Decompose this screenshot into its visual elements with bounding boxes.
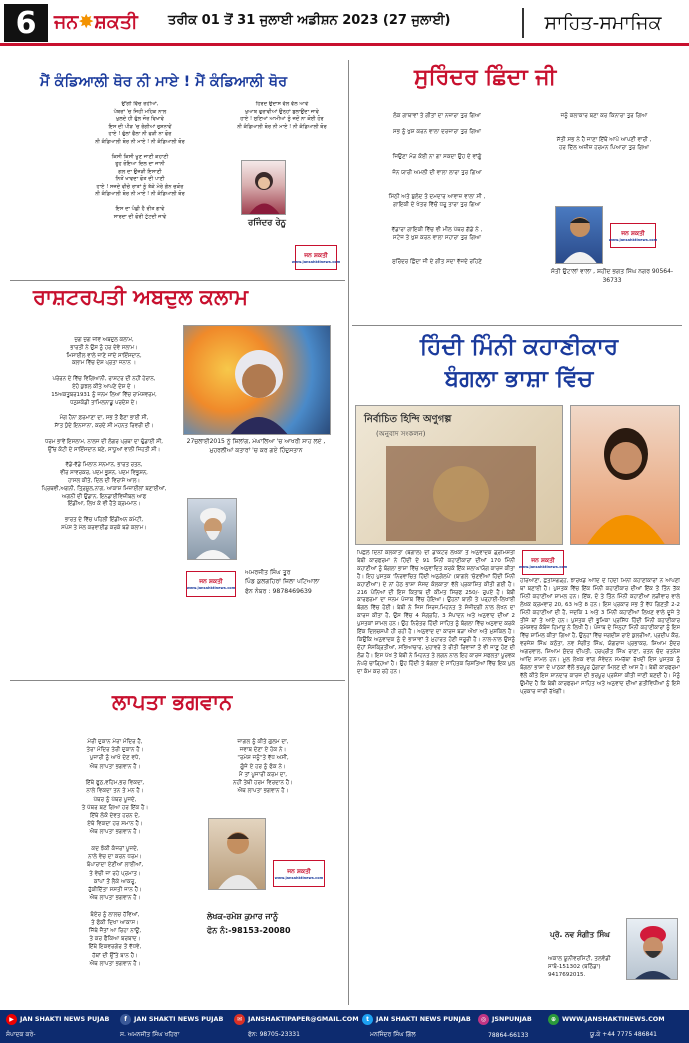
author-photo-satti	[555, 206, 603, 264]
verse-line: ਹੁੱਕੀਦਿੱਤਾ ਸਸਤੀ ਜਾਨ ਹੈ।	[88, 886, 142, 893]
verse-line: ਏਥੇ ਵਿਕਦਾ ਹਰ ਸਮਾਨ ਹੈ।	[87, 821, 143, 828]
verse-line	[352, 120, 522, 128]
verse-line: ਪੱਥਰ ਨੂੰ ਪੱਥਰ ਪੂਜਦੇ,	[93, 796, 137, 803]
footer-twitter-label: JAN SHAKTI NEWS PUNJAB	[376, 1015, 471, 1023]
woman-portrait-icon	[571, 406, 680, 545]
lapta-phone: ਫੋਨ ਨੰ:-98153-20080	[207, 926, 291, 935]
verse-line: ਸਾਰਦਾ ਦੀ ਫੋਰੀ ਟੁੱਟਦੀ ਜਾਵੇ	[113, 213, 167, 220]
verse-line: ਬੋਪਾਰਾਦਾ ਏਣੀਆਂ ਲਾਈਆਂ,	[86, 862, 144, 869]
mini-logo-url: www.jansahktinews.com	[608, 237, 658, 242]
kalam-author-name: ਅਮਰਜੀਤ ਸਿੰਘ ਤੂਰ	[245, 569, 291, 576]
newspaper-logo	[54, 8, 150, 36]
man-portrait-icon	[556, 207, 603, 264]
verse-line	[352, 136, 522, 144]
mail-icon: ✉	[234, 1014, 245, 1025]
verse-line	[30, 509, 178, 517]
verse-line: "ਰਮੇਸ਼ ਜਨੂੰ"ਤੇ ਵੱਧ ਅਸੀਂ,	[237, 755, 289, 762]
mini-logo-name: ਜਨ ਸ਼ਕਤੀ	[287, 867, 311, 875]
page-number: 6	[4, 4, 48, 42]
verse-line: ਭਾਰਤ ਦੇ ਵਿੱਚ ਪਹਿਲੀ ਇੰਡੀਅਨ ਕਮੇਟੀ,	[64, 517, 144, 524]
verse-line	[40, 771, 190, 779]
verse-line: ਨਾਲੇ ਵੇਚ ਦਾ ਕਰਨ ਧਰਮ।	[88, 854, 142, 861]
verse-line	[352, 161, 522, 169]
verse-line: ਜੁਗ ਜੁਗ ਜੀਵੇ ਅਬਦੁਲ ਕਲਾਮ,	[74, 337, 134, 343]
verse-line: ਇੱਥੇ ਲੋਕੋ ਦੇਵਤ ਹਰਨ ਦੇ,	[90, 812, 140, 819]
logo-dot-icon: ✸	[78, 11, 95, 33]
verse-line: ਨਿਤੋਂ ਖਾਵਦਾ ਫੋਤ ਦੀ ਪਾਣੀ	[115, 176, 165, 183]
verse-line: ਮਿਸਾਈਲ ਵਾਲੇ ਜਾਣੇ ਜਾਂਦੇ ਸਾਇੰਸਦਾਨ,	[66, 352, 142, 359]
verse-line: ਨੀ ਕੰਡਿਆਲੀ ਥੋਰ ਨੀ ਮਾਏ ! ਨੀ ਕੰਡਿਆਲੀ ਥੋਰ	[95, 138, 185, 145]
verse-line: ਇਸ ਦੀ ਪੀੜ 'ਚ ਰੰਗੀਆਂ ਰੁਸ਼ਨਾਵੇਂ	[108, 123, 172, 130]
verse-line: ਐਥ ਲਾਪਤਾ ਭਗਵਾਨ ਹੈ।	[89, 829, 141, 836]
verse-line: ਤੇ ਪੱਥਰ ਬਣ ਗਿਆ ਹਰ ਇੱਕ ਹੈ।	[81, 804, 149, 811]
verse-line: ਵੱਡੇ-ਵੱਡੇ ਮਿਲਾਨ ਸਨਮਾਨ, ਭਾਰਤ ਰਤਨ,	[65, 462, 143, 469]
kalam-title: ਰਾਸ਼ਟਰਪਤੀ ਅਬਦੁਲ ਕਲਾਮ	[33, 285, 249, 309]
footer-instagram-label: JSNPUNJAB	[492, 1015, 532, 1023]
verse-line: ਹਾਏ ! ਸੁਣਿਆਂ ਆਮੀਆਂ ਨੂੰ ਜਦੋਂ ਨਾ ਕੋਈ ਹੋਰ	[240, 116, 324, 123]
verse-line	[352, 177, 522, 185]
kalam-portrait-icon	[184, 326, 331, 435]
globe-icon: ⊕	[548, 1014, 559, 1025]
footer-facebook[interactable]	[120, 1012, 223, 1026]
footer-website[interactable]	[548, 1012, 665, 1026]
verse-line: ਤੇ ਫੋਕੀ ਦਿਖਾ ਆਕਾਸ।	[91, 919, 139, 926]
verse-line: ਹਰ ਦਿੱਲ ਅਜ਼ੀਜ਼ ਹਰਮਨ ਪਿਆਰਾ ਤੁਰ ਗਿਆ	[558, 145, 650, 152]
author-photo-amarjit	[187, 498, 237, 560]
chhinda-title: ਸੁਰਿੰਦਰ ਛਿੰਦਾ ਜੀ	[414, 65, 557, 90]
verse-line: ਨੀ ਕੰਡਿਆਲੀ ਥੋਰ ਨੀ ਮਾਏ ! ਨੀ ਕੰਡਿਆਲੀ ਥੋਰ	[237, 123, 327, 130]
verse-line: ਮੈਂ ਤਾਂ ਪੂਜਾਰੀ ਕਰਮ ਦਾ,	[238, 771, 287, 778]
author-photo-nav	[626, 918, 678, 980]
book-title: নির্বাচিত হিন্দি অণুগল্প	[364, 414, 452, 425]
verse-line: ਕਿਸੀ ਕਿਸੀ ਖੂਣ ਜਾਣੀ ਕਹਾਣੀ	[111, 153, 169, 160]
poem1-title: ਮੈਂ ਕੰਡਿਆਲੀ ਥੋਰ ਨੀ ਮਾਏ ! ਮੈਂ ਕੰਡਿਆਲੀ ਥੋਰ	[40, 74, 288, 90]
kalam-author-block	[245, 568, 333, 608]
portrait-icon	[242, 161, 286, 215]
chhinda-column-2	[524, 112, 684, 182]
verse-line: ਜਵਾਬ ਦੇਣਾ ਏ ਹੋਕ ਨੇ।	[239, 747, 287, 754]
mini-logo-name: ਜਨ ਸ਼ਕਤੀ	[531, 556, 555, 564]
verse-line	[524, 120, 684, 128]
verse-line	[60, 146, 220, 154]
verse-line: ਕਲਾਮ ਵਿੱਚ ਦੇਸ਼ ਪ੍ਰਤਾ ਜਨਾਨ ।	[71, 360, 137, 367]
mini-logo-name: ਜਨ ਸ਼ਕਤੀ	[304, 251, 328, 259]
mini-logo-3	[273, 860, 325, 887]
mini-logo-url: www.jansahktinews.com	[274, 875, 324, 880]
verse-line: ਸੱਤੀ ਸਭ ਨੇ ਹੈ ਜਾਣਾ ਇੱਥੋਂ ਆਪੋ ਆਪਣੀ ਵਾਰੀ ,	[556, 137, 652, 144]
verse-line: ਮਿੱਠੀ ਅਤੇ ਬੁਲੰਦ ਤੋ ਦਮਦਾਰ ਆਵਾਜ਼ ਵਾਲਾ ਸੀ ,	[388, 194, 486, 201]
author-photo-ramesh	[208, 818, 266, 890]
section-divider	[352, 325, 682, 326]
kalam-author-address: ਪਿੰਡ ਕੁਲਗਹਿਰਾਂ ਜ਼ਿਲਾ ਪਟਿਆਲਾ	[245, 578, 320, 586]
verse-line: ਸਾੱਤ ਧੁੰਦੇ ਇਨਸਾਨਾ, ਕਰਦੇ ਸੀ ਮਹਨਤ ਰਿਵਰੀ ਦੀ।	[54, 423, 154, 430]
poem1-column-1	[60, 101, 220, 271]
mini-logo-name: ਜਨ ਸ਼ਕਤੀ	[621, 229, 645, 237]
verse-line: ਲੋਕ ਗਾਥਾਵਾਂ ਤੇ ਗੀਤਾਂ ਦਾ ਨਜ਼ਾਰਾ ਤੁਰ ਗਿਆ	[392, 113, 482, 119]
verse-line: ਇਸ ਦਾ ਪੰਛੀ ਹੈ ਰੀਤ ਗਾਵੇ	[115, 206, 165, 213]
verse-line: ਪੁਜਾਰੀ ਨੂੰ ਆਖੋ ਦੇਣ ਵਧੇ,	[89, 755, 141, 762]
kalam-portrait	[183, 325, 331, 435]
verse-line	[30, 368, 178, 376]
footer-youtube[interactable]	[6, 1012, 109, 1026]
verse-line: ਤੇ ਵੇਚੀ ਜਾ ਰਹੇ ਪ੍ਰਮਾਤ।	[89, 870, 141, 877]
section-divider	[10, 280, 345, 281]
kalam-poem-text	[30, 337, 178, 685]
turban-portrait-icon	[188, 499, 237, 560]
chhinda-column-1	[352, 112, 522, 322]
book-subtitle: (অনুবাদ সংকলন)	[376, 430, 426, 438]
footer-email[interactable]	[234, 1012, 359, 1026]
verse-line: ਜਨੂੰ ਕਲਾਕਾਰ ਬਣਾ ਕਰ ਕਿਨਾਰਾ ਤੁਰ ਗਿਆ	[560, 113, 648, 119]
author-photo-baby	[570, 405, 680, 545]
instagram-icon: ◎	[478, 1014, 489, 1025]
lapta-column-1	[40, 738, 190, 1000]
verse-line: ਐਥ ਲਾਪਤਾ ਭਗਵਾਨ ਹੈ।	[89, 960, 141, 967]
footer-email-label: JANSHAKTIPAPER@GMAIL.COM	[248, 1015, 359, 1023]
book-art-icon	[356, 406, 563, 545]
mini-logo-1	[291, 245, 341, 270]
facebook-icon: f	[120, 1014, 131, 1025]
verse-line: ਨਾਲੇ ਵਿਕਦਾ ਤਨ ਤੇ ਮਨ ਹੈ।	[86, 788, 144, 795]
verse-line	[352, 242, 522, 250]
column-divider	[348, 60, 349, 1005]
verse-line: ਸੁਰਿੰਦਰ ਛਿੰਦਾ ਜੀ ਦੇ ਗੀਤ ਸਦਾ ਵੱਜਦੇ ਰਹਿਣੇ	[392, 258, 482, 265]
logo-word-1: ਜਨ	[54, 11, 79, 33]
footer-editor: ਸੰਪਾਦਕ ਕਰੇ-	[6, 1031, 36, 1038]
edition-date: ਤਰੀਕ 01 ਤੋਂ 31 ਜੁਲਾਈ ਅਡੀਸ਼ਨ 2023 (27 ਜੁਲਾਈ)	[168, 13, 451, 28]
verse-line: 15ਅਕਤੂਬਰ1931 ਨੂੰ ਜਨਮ ਲਿਆ ਵਿੱਚ ਰਾਮੇਸ਼ਵਰਮ,	[51, 391, 157, 398]
verse-line: ਸਪੇਸ ਤੇ ਮੱਲ ਕਰਵਾਈਡ ਕਰਕੇ ਬੜੇ ਕਲਾਮ।	[61, 524, 147, 531]
verse-line	[352, 209, 522, 217]
verse-line: ਭਾਰਤੀ ਨੇ ਉਸ ਨੂੰ ਹਰ ਦੇਵੇ ਸਲਾਮ।	[70, 344, 138, 351]
mini-logo-2	[186, 571, 236, 597]
verse-line	[30, 431, 178, 439]
logo-word-2: ਸ਼ਕਤੀ	[94, 11, 138, 33]
article-title-line-2: ਬੰਗਲਾ ਭਾਸ਼ਾ ਵਿੱਚ	[444, 366, 594, 392]
verse-line: ਐਥ ਲਾਪਤਾ ਭਗਵਾਨ ਹੈ।	[89, 763, 141, 770]
verse-line: ਨੀ ਕੰਡਿਆਲੀ ਥੋਰ ਨੀ ਮਾਏ ! ਨੀ ਕੰਡਿਆਲੀ ਥੋਰ	[95, 191, 185, 198]
verse-line: ਉੱਗੀ ਵਿੱਚ ਰੋਹੀਆਂ,	[121, 101, 159, 107]
verse-line	[352, 250, 522, 258]
kalam-caption: 27ਜੁਲਾਈ2015 ਨੂੰ ਸ਼ਿਲਾਂਗ, ਮੇਘਾਲਿਆ 'ਚ ਆਖਰੀ ਸਾਹ ਲਏ , ਮੁਹਰਲੀਆਂ ਕਤਾਰਾਂ 'ਚ ਕਰ ਗਏ ਹਿੰਦੁਸਤਾਨ	[186, 438, 326, 454]
mini-logo-url: www.jansahktinews.com	[186, 586, 236, 590]
youtube-icon: ▶	[6, 1014, 17, 1025]
verse-line	[352, 217, 522, 225]
author-photo-rajinder	[241, 160, 286, 215]
lapta-column-2	[198, 738, 328, 808]
man-portrait-icon	[209, 819, 266, 890]
book-cover-image	[355, 405, 563, 545]
verse-line: ਹਿਰਦ ਉਦਾਸ ਵੱਲ ਵੱਲ ਆਵੇ	[255, 101, 309, 107]
verse-line: ਜਾਗਲ ਨੂੰ ਕੀਤੇ ਗੁਲਮ ਦਾ,	[237, 739, 289, 745]
verse-line: ਸਟੇਜ ਤੇ ਖੁਸ਼ ਕਰਨ ਵਾਲਾ ਸਹਾਰਾ ਤੁਰ ਗਿਆ	[392, 234, 482, 241]
article-author-address: ਅਕਾਲ ਯੂਨੀਵਰਸਿਟੀ, ਤਲਵੰਡੀ ਸਾਬੋ-151302 (ਬਠਿੰਡਾ) 9417692015.	[548, 956, 611, 979]
mini-logo-4	[610, 223, 656, 248]
mini-logo-name: ਜਨ ਸ਼ਕਤੀ	[199, 578, 223, 585]
verse-line	[352, 144, 522, 152]
section-title: ਸਾਹਿਤ-ਸਮਾਜਿਕ	[522, 8, 682, 38]
poem1-author: ਰਜਿੰਦਰ ਰੇਨੂ	[248, 218, 286, 228]
verse-line: ਪੱਥਰਾਂ 'ਚ ਜਿਹੀ ਮਹਿਕ ਨਾਲ	[113, 108, 167, 115]
verse-line: ਜੰਨ ਯਾਰੀ ਅਮਲੀ ਦੀ ਵਾਲਾ ਲਾਰਾ ਤੁਰ ਗਿਆ	[392, 169, 482, 176]
verse-line: ਕਦ ਝੋਕੀ ਕੰਜਰਾਂ ਪੂਜਦੇ,	[91, 845, 139, 852]
section-divider	[10, 680, 345, 681]
turban-portrait-icon	[627, 919, 678, 980]
footer-editor-name: ਸ. ਅਮਨਜੀਤ ਸਿੰਘ ਖਹਿਰਾ	[120, 1031, 180, 1038]
verse-line: ਇੰਡੀਆ, ਲਿਖ ਕੇ ਵੀ ਹੈਤੇ ਕ੍ਰਮਮਾਨ।	[67, 501, 141, 508]
verse-line: ਵੱਡਾਰਾ ਗਾਇਕੀ ਵਿੱਚ ਵੀ ਮੀਲ ਪੱਥਰ ਗੱਡੇ ਨੇ ,	[391, 226, 483, 233]
footer-manager: ਮਨਜਿੰਦਰ ਸਿੰਘ ਗਿੱਲ	[370, 1031, 416, 1038]
verse-line: ਸਭ ਨੂੰ ਖੁਸ਼ ਕਰਨ ਵਾਲਾ ਦਰਜਾਰਾ ਤੁਰ ਗਿਆ	[392, 129, 482, 136]
footer-youtube-label: JAN SHAKTI NEWS PUJAB	[20, 1015, 110, 1023]
mini-logo-url: www.jansahktinews.com	[291, 259, 341, 264]
mini-logo-url: www.jansahktinews.com	[518, 564, 568, 569]
verse-line: ਤੂਹ ਰੋਇਆ ਦਿਲ ਦਾ ਜਾਨੀ	[115, 161, 165, 168]
verse-line: ਇੱਥੇ ਇਕਵਰਗੇਰ ਤੋਂ ਵੱਧਵੇ,	[88, 944, 142, 951]
lapta-author: ਲੇਖਕ-ਰਮੇਸ਼ ਕੁਮਾਰ ਜਾਨੂੰ	[207, 912, 279, 921]
verse-line	[524, 128, 684, 136]
poem1-column-2	[222, 101, 342, 141]
verse-line: ਹਾਏ ! ਫੁੱਲਾਂ ਫੈਲਾ ਨੀ ਫੜੀ ਨਾ ਫੋਰ	[108, 131, 172, 138]
verse-line	[40, 837, 190, 845]
verse-line: ਜਿਉਣਾ ਮੋੜ ਕੋਈ ਨਾ ਗਾ ਸਕਦਾ ਉਹ ਦੇ ਵਾਂਗੂੰ	[392, 153, 482, 160]
verse-line: ਪ੍ਰਿਥਵੀ,ਅਗਨੀ, ਤ੍ਰਿਸ਼ੂਲ,ਨਾਗ, ਆਕਾਸ਼ ਮਿਜ਼ਾਈਲਾਂ ਬਣਾਈਆਂ,	[41, 485, 167, 492]
article-column-1: ਪਿਛਲੇ ਦਿਨੀਂ ਕੋਲਕਾਤਾ (ਬੰਗਾਲ) ਦੀ ਡਾਕਟਰ ਲੇਖਕਾ ਤੇ ਅਨੁਵਾਦਕ ਡ੍ਰਮਿਸ਼ਤੀ ਬੇਬੀ ਕਾਰਫਰਮਾ ਨੇ ਹਿੰਦੀ ਦੇ 91 ਮਿੰਨੀ ਕਹਾਣੀਕਾਰਾਂ ਦੀਆਂ 170 ਮਿੰਨੀ ਕਹਾਣੀਆਂ ਨੂੰ ਬੰਗਲਾ ਭਾਸ਼ਾ ਵਿੱਚ ਅਨੁਵਾਦਿਤ ਕਰਕੇ ਇੱਕ ਸ਼ਲਾਘਾਯੋਗ ਕਾਰਜ ਕੀਤਾ ਹੈ। ਇਹ ਪੁਸਤਕ 'ਨਿਰਵਾਚਿਤ ਹਿੰਦੀ ਅਨੁਗੋਲਪੋ' (ਬਾਗਲੇ 'ਚੋਣਵੀਆਂ ਹਿੰਦੀ ਮਿੰਨੀ ਕਹਾਣੀਆਂ') ਦੇ ਨਾਂ ਹੇਠ ਭਾਸ਼ਾ ਸੰਸਦ ਕੋਲਕਾਤਾ ਵੱਲੋਂ ਪ੍ਰਕਾਸ਼ਿਤ ਕੀਤੀ ਗਈ ਹੈ। 216 ਪੰਨਿਆਂ ਦੀ ਇਸ ਕਿਤਾਬ ਦੀ ਕੀਮਤ ਸਿਰਫ 250/- ਰੁਪਏ ਹੈ। ਬੇਬੀ ਕਾਰਫਰਮਾ ਦਾ ਜਨਮ ਪੰਜਾਬ ਵਿੱਚ ਹੋਇਆ। ਉਹਨਾਂ ਬਾਲੀ ਤੇ ਪਰ੍ਹਾਈ-ਲਿਖਾਈ ਬੰਗਲ ਵਿੱਚ ਹੋਈ। ਬੇਬੀ ਨੇ ਜਿਸ ਸਿਰਜ,ਮਿਹਨਤ ਤੇ ਸੰਜੀਦਗੀ ਨਾਲ ਲੇਖਨ ਦਾ ਕਾਰਜ ਕੀਤਾ ਹੈ, ਉਸ ਵਿੱਚ 4 ਸੰਗ੍ਰਹਿ, 3 ਸੰਪਾਦਨ ਅਤੇ ਅਨੁਵਾਦ ਦੀਆਂ 2 ਪੁਸਤਕਾਂ ਸ਼ਾਮਲ ਹਨ। ਉਹ ਨਿਰੰਤਰ ਹਿੰਦੀ ਸਾਹਿਤ ਨੂੰ ਬੰਗਲਾ ਵਿੱਚ ਅਨੁਵਾਦ ਕਰਕੇ ਇੱਕ ਦਿਲਚਸਪੀ ਹੀ ਰਹੀ ਹੈ। ਅਨੁਵਾਦ ਦਾ ਕਾਰਜ ਬੜਾ ਔਖਾ ਅਤੇ ਮੁਸ਼ਕਿਲ ਹੈ। ਕਿਉਂਕਿ ਅਨੁਵਾਦਕ ਨੂੰ ਦੋ ਭਾਸ਼ਾਵਾਂ ਤੇ ਮੁਹਾਰਤ ਹੋਣੀ ਜਰੂਰੀ ਹੈ। ਨਾਲ-ਨਾਲ ਉਸਨੂੰ ਦੋਹਾਂ ਸੰਸਕ੍ਰਿਤੀਆਂ, ਸਭਿਆਚਾਰ, ਮੁਹਾਵਰੇ ਤੇ ਰੀਤੀ ਰਿਵਾਜਾਂ ਤੋਂ ਵੀ ਜਾਣੂ ਹੋਣ ਦੀ ਲੋੜ ਹੈ। ਇਸ ਪੱਖ ਤੋਂ ਬੇਬੀ ਨੇ ਮਿਹਨਤ ਤੇ ਲਗਨ ਨਾਲ ਇਹ ਕਾਰਜ ਸਫਲਤਾ ਪੂਰਵਕ ਨੇਪਰੇ ਚਾੜ੍ਹਿਆ ਹੈ। ਉਹ ਹਿੰਦੀ ਤੇ ਬੰਗਲਾ ਦੇ ਸਾਹਿਤਕ ਰਿਸ਼ਤਿਆਂ ਵਿੱਚ ਇਕ ਪੁਲ ਦਾ ਕੰਮ ਕਰ ਰਹੇ ਹਨ।	[357, 550, 515, 675]
verse-line: ਨਹੀਂ ਤੇਥੀ ਹਰਮ ਵਿਰਦਾਨ ਹੈ।	[233, 780, 293, 787]
verse-line: ਖੁਆਬ ਫੁਰਾਵੀਆਂ ਉਨ੍ਹਾਂ ਬੁਲਾਉਂਦਾ ਜਾਵੇ	[245, 108, 319, 115]
article-author-name: ਪ੍ਰੋ. ਨਵ ਸੰਗੀਤ ਸਿੰਘ	[550, 930, 610, 939]
footer-website-label: WWW.JANSHAKTINEWS.COM	[562, 1015, 665, 1023]
verse-line	[40, 902, 190, 910]
verse-line: ਉੱਚ ਕੋਟੀ ਦੇ ਸਾਇੰਸਦਾਨ ਬਣੇ, ਸਾਧੂਆਂ ਵਾਲੀ ਜਿਹਤੀ ਸੀ।	[47, 446, 161, 453]
verse-line: ਮੰਗ ਹੈਨਾ ਫ਼ਰਮਾਣਾ ਦਾ, ਸਭ ਤੋਂ ਫੈਣਾ ਭਾਈ ਸੀ,	[59, 415, 149, 422]
footer-facebook-label: JAN SHAKTI NEWS PUJAB	[134, 1015, 224, 1023]
verse-line	[352, 185, 522, 193]
verse-line: ਖੁਲਦੇ ਹੀ ਫੁੱਲ ਜੋਰ ਵਿਖਾਵੇ	[115, 116, 164, 123]
verse-line: ਏਹੋ ਕੁਝਲ ਕੀਤੇ ਆਪਣੇ ਦੇਸ਼ ਦੇ ।	[72, 383, 136, 390]
chhinda-author: ਸੱਤੀ ਉਟਾਲਾਂ ਵਾਲਾ , ਸ਼ਹੀਦ ਭਗਤ ਸਿੰਘ ਨਗਰ 90564-36733	[550, 268, 674, 284]
footer-twitter[interactable]	[362, 1012, 471, 1026]
verse-line: ਜਿੱਥੇ ਜੈਤਾਂ ਆ ਰਿਹਾ ਨਾਊਂ,	[88, 928, 142, 935]
verse-line: ਗਾਇਕੀ ਦੇ ਖੇਤਰ ਵਿੱਚੋਂ ਧਰੂ ਤਾਰਾ ਤੁਰ ਗਿਆ	[393, 202, 481, 209]
verse-line: ਵੀਰ ਸਾਵਰਕਰ, ਪਦਮ ਭੂਸ਼ਨ, ਪਦਮ ਵਿਭੂਸ਼ਨ,	[60, 470, 148, 477]
verse-line: ਹੱਥਾਂ ਦੀ ਉੱਤੇ ਬਾਨ ਹੈ।	[92, 952, 138, 959]
footer-phone-2: 78864-66133	[488, 1031, 529, 1039]
verse-line: ਐਥ ਲਾਪਤਾ ਭਗਵਾਨ ਹੈ।	[89, 895, 141, 902]
verse-line: ਪਰੇਰਨ ਦੇ ਵਿੱਚ ਵਿਗਿਆਨੀ, ਰਾਸ਼ਟਰ ਦੀ ਨਹੀਂ ਹੇਰਾਨ,	[52, 376, 156, 383]
footer-phone-1: ਫੋਨ: 98705-23331	[248, 1031, 300, 1038]
footer-uk-phone: ਯੂ.ਕੇ +44 7775 486841	[590, 1031, 657, 1038]
twitter-icon: t	[362, 1014, 373, 1025]
page-header	[0, 0, 689, 46]
verse-line: ਧਨੁਸ਼ਕੋਡੀ ਤਾਮਿਲਨਾਡੂ ਪਰਦੇਸ਼ ਦੇ।	[70, 399, 138, 406]
verse-line: ਮੇਰੀ ਦੁਕਾਨ ਮੇਰਾ ਮੰਦਿਰ ਹੈ,	[87, 739, 143, 745]
verse-line: ਬੋਏਰ ਨੂੰ ਲਾਲਚ ਹੱਵਿਆਂ,	[90, 911, 140, 918]
article-title-line-1: ਹਿੰਦੀ ਮਿੰਨੀ ਕਹਾਣੀਕਾਰ	[419, 334, 619, 360]
article-column-2: ਹਰਿਆਣਾ, ਛਤੀਸਗੜ੍ਹ, ਝਾਰਖੰਡ ਆਦਿ ਦੇ ਹਿੰਦੀ ਮਿੰਨੀ ਕਹਾਣੀਕਾਰਾਂ ਨੇ ਆਪਣੀ ਥਾਂ ਬਣਾਈ ਹੈ। ਪੁਸਤਕ ਵਿੱਚ ਇੱਕ ਮਿੰਨੀ ਕਹਾਣੀਕਾਰ ਦੀਆਂ ਇੱਕ ਤੋਂ ਤਿੰਨ ਤੱਕ ਮਿੰਨੀ ਕਹਾਣੀਆਂ ਸ਼ਾਮਲ ਹਨ। ਇੱਕ, ਦੋ ਤੇ ਤਿੰਨ ਮਿੰਨੀ ਕਹਾਣੀਆਂ ਲੜੀਵਾਰ ਵਾਲੇ ਲੇਖਕ ਕ੍ਰਮਵਾਰ 20, 63 ਅਤੇ 8 ਹਨ। ਇਸ ਪ੍ਰਕਾਰ ਸਭ ਤੋਂ ਵੱਧ ਗਿਣਤੀ 2-2 ਮਿੰਨੀ ਕਹਾਣੀਆਂ ਦੀ ਹੈ, ਜਦਕਿ 1 ਅਤੇ 3 ਮਿੰਨੀ ਕਹਾਣੀਆਂ ਲਿਖਣ ਵਾਲੇ ਦੂਜੇ ਤੇ ਤੀਜੇ ਥਾਂ ਤੇ ਆਏ ਹਨ। ਪੁਸਤਕ ਦੀ ਭੂਮਿਕਾ ਪ੍ਰਸਿੱਧ ਹਿੰਦੀ ਮਿੰਨੀ ਕਹਾਣੀਕਾਰ ਰਮੇਸ਼ਵਰ ਕੰਬੋਜ ਹਿਮਾਂਸ਼ੂ ਨੇ ਲਿਖੀ ਹੈ। ਪੰਜਾਬ ਦੇ ਜਿਨ੍ਹਾਂ ਮਿੰਨੀ ਕਹਾਣੀਕਾਰਾਂ ਨੂੰ ਇਸ ਵਿੱਚ ਸ਼ਾਮਿਲ ਕੀਤਾ ਗਿਆ ਹੈ, ਉਨ੍ਹਾਂ ਵਿੱਚ ਜਗਦੀਸ਼ ਰਾਏ ਕੁਲਰੀਆਂ, ਪ੍ਰਦੀਪ ਕੌਰ, ਵਰਜੇਸ਼ ਸਿੰਘ ਕਠੋਤਾ, ਨਵ ਸੰਗੀਤ ਸਿੰਘ, ਯੋਗਰਾਜ ਪ੍ਰਭਾਕਰ, ਸ਼ਿਆਮ ਸੁੰਦਰ ਅਗਰਵਾਲ, ਸ਼ਿਆਮ ਸੁੰਦਰ ਦੀਪਤੀ, ਹਰਪ੍ਰੀਤ ਸਿੰਘ ਰਾਣਾ, ਰਤਨ ਚੰਦ ਰਤਨੇਸ਼ ਆਦਿ ਸ਼ਾਮਲ ਹਨ। ਮੂਲ ਲੇਖਕ ਵਾਂਗ ਸੰਵੇਦਨ ਸਮਰੱਥਾ ਰੱਖਦੀ ਇਸ ਪੁਸਤਕ ਨੂੰ ਬੰਗਲਾ ਭਾਸ਼ਾ ਦੇ ਪਾਠਕਾਂ ਵੱਲੋਂ ਭਰਪੂਰ ਹੁੰਗਾਰਾ ਮਿਲਣ ਦੀ ਆਸ ਹੈ। ਬੇਬੀ ਕਾਰਫਰਮਾ ਵੱਲੋਂ ਕੀਤੇ ਇਸ ਸ਼ਾਨਦਾਰ ਕਾਰਜ ਦੀ ਭਰਪੂਰ ਪ੍ਰਸ਼ੰਸਾ ਕੀਤੀ ਜਾਣੀ ਬਣਦੀ ਹੈ। ਮੈਨੂੰ ਉਮੀਦ ਹੈ ਕਿ ਬੇਬੀ ਕਾਰਫਰਮਾ ਸਾਹਿਤ ਅਤੇ ਅਨੁਵਾਦ ਦੀਆਂ ਗਤੀਵਿਧੀਆਂ ਨੂੰ ਇਸੇ ਪ੍ਰਕਾਰ ਜਾਰੀ ਰੱਖੇਗੀ।	[520, 578, 680, 695]
verse-line: ਅਗਨੀ ਦੀ ਉਡਾਨ, ਇਨਡਾਈਵਿਜ਼ੀਬਲ ਆਫ	[61, 493, 147, 500]
verse-line: ਗਲ ਦਾ ਉਜੜੀ ਇਸਾਣੀ	[118, 168, 162, 175]
verse-line: ਕਾਂਪਾਂ ਤੋਂ ਲੈਕੇ ਆਕਰੂ,	[93, 878, 137, 885]
page-footer	[0, 1010, 689, 1043]
verse-line: ਹਾਸਲ ਕੀਤੇ, ਦਿਲ ਦੀ ਵਿਰਾਸੇ ਆਲ।	[68, 477, 140, 484]
kalam-author-phone: ਫੋਨ ਨੰਬਰ : 9878469639	[245, 587, 312, 595]
verse-line: ਤੇਰਾ ਮੰਦਿਰ ਤੇਰੀ ਦੁਕਾਨ ਹੈ।	[86, 747, 144, 754]
lapta-title: ਲਾਪਤਾ ਭਗਵਾਨ	[112, 690, 233, 714]
verse-line: ਤੇ ਕਰ ਫੈਕਿਆ ਬਰਬਾਦ।	[89, 936, 141, 943]
verse-line: ਹਾਏ ! ਸਜਦੇ ਵੀਚੇ ਰਾਤਾਂ ਨੂੰ ਤੱਕੇ ਮੇਰੇ ਗੰਨ ਚਕੋਰ	[96, 183, 184, 190]
mini-logo-5	[518, 550, 568, 575]
footer-instagram[interactable]	[478, 1012, 532, 1026]
verse-line: ਐਥ ਲਾਪਤਾ ਭਗਵਾਨ ਹੈ।	[237, 788, 289, 795]
verse-line: ਇੱਥੇ ਫੂਠ,ਵਹਿਮ,ਭਰ ਵਿਕਦਾ,	[85, 780, 145, 787]
verse-line: ਧਰਮ ਭਾਵੇਂ ਇਸਲਾਮ, ਨਾਲਜ ਦੀ ਲੰਗਰ ਪ੍ਰਥਾ ਦਾ ਢੁੰਡਾਈ ਸੀ,	[44, 438, 164, 445]
verse-line: ਗੂੰਜੇ ਏ ਹਰ ਨੂੰ ਫੋਕ ਨੇ।	[240, 763, 286, 770]
